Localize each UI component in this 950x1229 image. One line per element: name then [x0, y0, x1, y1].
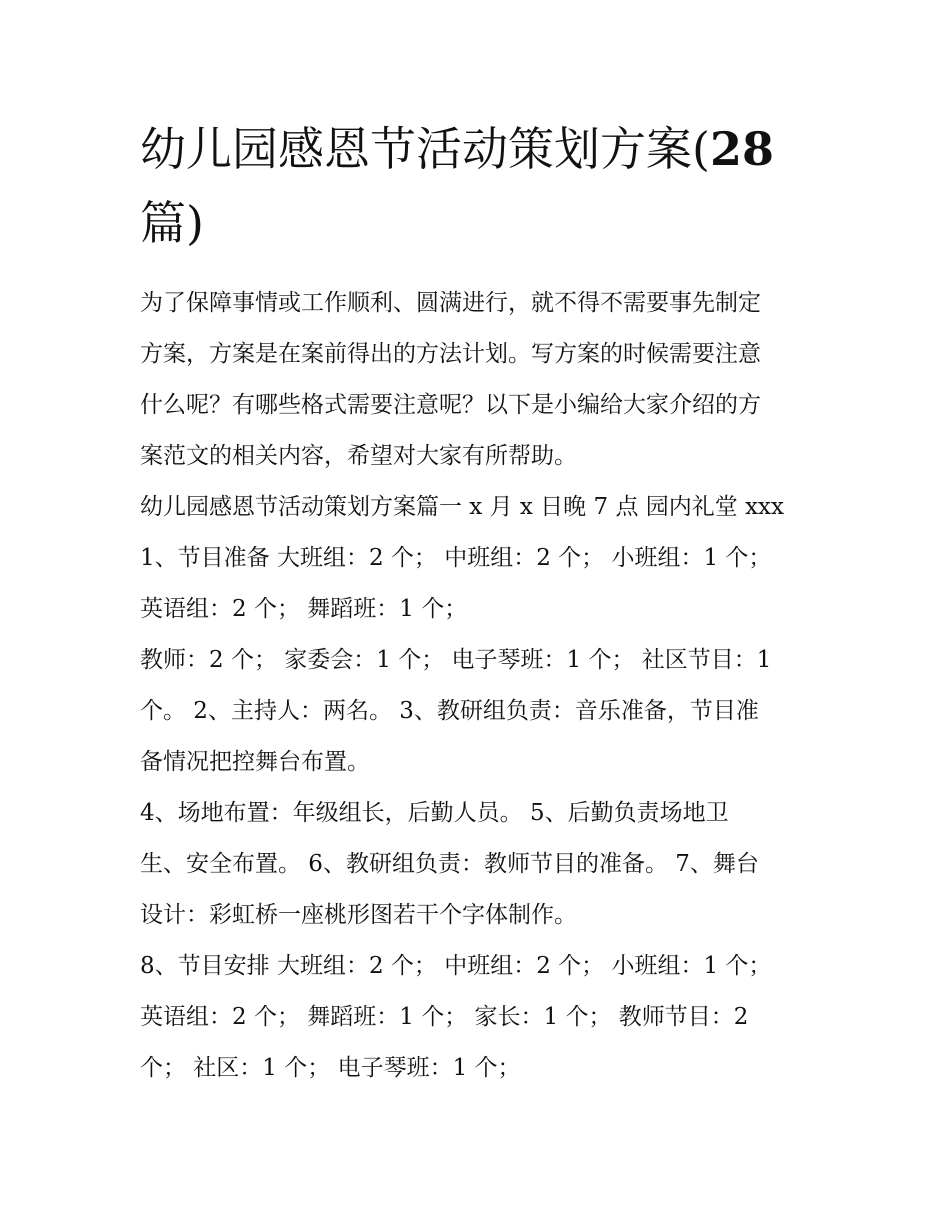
- text-line: 8、节目安排 大班组：2 个； 中班组：2 个； 小班组：1 个；: [140, 953, 772, 979]
- text-line: 备情况把控舞台布置。: [140, 749, 370, 775]
- program-prep-cont-paragraph: [140, 584, 812, 635]
- program-prep-paragraph: [140, 533, 812, 584]
- text-line: 教师：2 个； 家委会：1 个； 电子琴班：1 个； 社区节目：1: [140, 647, 772, 673]
- text-line: 幼儿园感恩节活动策划方案篇一 x 月 x 日晚 7 点 园内礼堂 xxx: [140, 494, 784, 520]
- document-title: [140, 112, 812, 260]
- text-line: 案范文的相关内容，希望对大家有所帮助。: [140, 443, 577, 469]
- title-line-1: [140, 112, 812, 186]
- text-line: 为了保障事情或工作顺利、圆满进行，就不得不需要事先制定: [140, 290, 761, 316]
- document-body: [140, 112, 812, 1094]
- text-line: 设计：彩虹桥一座桃形图若干个字体制作。: [140, 902, 577, 928]
- venue-setup-paragraph: [140, 788, 812, 941]
- text-line: 个； 社区：1 个； 电子琴班：1 个；: [140, 1055, 521, 1081]
- teacher-programs-paragraph: [140, 635, 812, 788]
- text-line: 英语组：2 个； 舞蹈班：1 个；: [140, 596, 468, 622]
- title-count: 28: [709, 122, 774, 176]
- text-line: 个。 2、主持人：两名。 3、教研组负责：音乐准备，节目准: [140, 698, 759, 724]
- program-schedule-paragraph: [140, 941, 812, 992]
- text-line: 4、场地布置：年级组长，后勤人员。 5、后勤负责场地卫: [140, 800, 729, 826]
- text-line: 方案，方案是在案前得出的方法计划。写方案的时候需要注意: [140, 341, 761, 367]
- title-line-2: 篇): [140, 196, 204, 250]
- event-info-paragraph: [140, 482, 812, 533]
- text-line: 什么呢？有哪些格式需要注意呢？以下是小编给大家介绍的方: [140, 392, 761, 418]
- text-line: 1、节目准备 大班组：2 个； 中班组：2 个； 小班组：1 个；: [140, 545, 772, 571]
- text-line: 英语组：2 个； 舞蹈班：1 个； 家长：1 个； 教师节目：2: [140, 1004, 749, 1030]
- program-schedule-cont-paragraph: [140, 992, 812, 1094]
- title-text: 幼儿园感恩节活动策划方案(: [140, 122, 710, 176]
- intro-paragraph: [140, 278, 812, 482]
- text-line: 生、安全布置。 6、教研组负责：教师节目的准备。 7、舞台: [140, 851, 759, 877]
